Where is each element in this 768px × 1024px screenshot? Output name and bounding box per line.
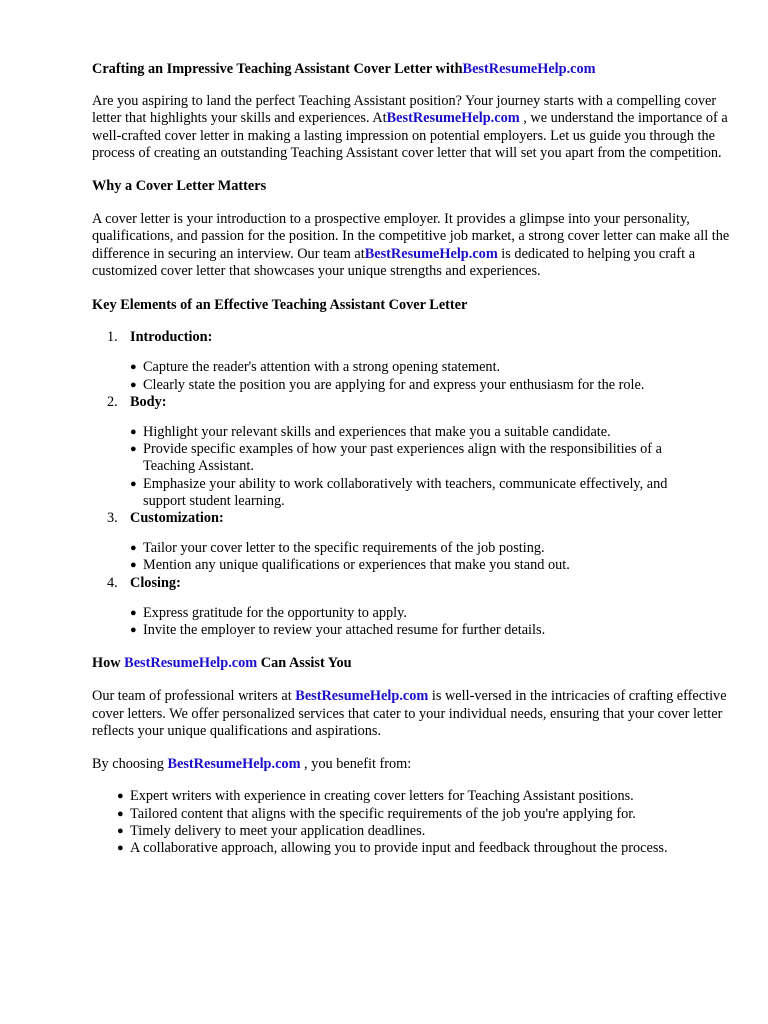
benefit-text: Tailored content that aligns with the specific requirements of the job you're applying for. <box>130 805 636 822</box>
item-bullet-list <box>130 424 690 510</box>
bullet-icon: ● <box>130 426 137 439</box>
bullet-item <box>130 377 690 394</box>
bullet-item <box>130 476 690 510</box>
benefit-item <box>117 788 717 805</box>
bullet-icon: ● <box>130 559 137 572</box>
item-number: 3. <box>107 510 118 527</box>
bullet-item <box>130 424 690 441</box>
item-title: Introduction: <box>130 329 213 346</box>
bullet-icon: ● <box>117 824 124 837</box>
bullet-text: Invite the employer to review your attached resume for further details. <box>143 622 546 639</box>
benefit-item <box>117 840 717 857</box>
how-paragraph-link[interactable]: BestResumeHelp.com <box>295 688 429 705</box>
how-heading-link[interactable]: BestResumeHelp.com <box>124 655 258 672</box>
bullet-text: Highlight your relevant skills and experiences that make you a suitable candidate. <box>143 424 611 441</box>
bullet-item <box>130 622 690 639</box>
bullet-text: Provide specific examples of how your past experiences align with the responsibilities of a Teaching Assistant. <box>143 441 662 475</box>
key-element-item <box>92 394 768 510</box>
intro-link[interactable]: BestResumeHelp.com <box>386 110 520 127</box>
benefit-item <box>117 823 717 840</box>
item-bullet-list <box>130 359 690 393</box>
bullet-item <box>130 605 690 622</box>
title-link[interactable]: BestResumeHelp.com <box>462 61 596 77</box>
key-elements-list <box>92 329 768 639</box>
bullet-icon: ● <box>130 542 137 555</box>
page-title: Crafting an Impressive Teaching Assistant Cover Letter withBestResumeHelp.com <box>92 61 596 77</box>
item-title: Body: <box>130 393 167 410</box>
bullet-icon: ● <box>130 624 137 637</box>
bullet-icon: ● <box>130 361 137 374</box>
bullet-icon: ● <box>117 841 124 854</box>
bullet-item <box>130 557 690 574</box>
bullet-item <box>130 540 690 557</box>
item-title: Closing: <box>130 574 181 591</box>
key-element-item <box>92 329 768 394</box>
item-number: 4. <box>107 574 118 591</box>
bullet-icon: ● <box>130 378 137 391</box>
bullet-text: Emphasize your ability to work collaboratively with teachers, communicate effectively, and support student learning. <box>143 475 668 509</box>
benefit-text: A collaborative approach, allowing you to provide input and feedback throughout the process. <box>130 839 668 856</box>
item-bullet-list <box>130 540 690 574</box>
why-link[interactable]: BestResumeHelp.com <box>364 245 498 262</box>
bullet-item <box>130 359 690 376</box>
bullet-text: Express gratitude for the opportunity to apply. <box>143 604 407 621</box>
benefits-intro: By choosing BestResumeHelp.com , you benefit from: <box>92 756 412 773</box>
bullet-icon: ● <box>130 477 137 490</box>
bullet-item <box>130 441 690 475</box>
item-bullet-list <box>130 605 690 639</box>
how-paragraph: Our team of professional writers at BestResumeHelp.com is well-versed in the intricacies of crafting effective cover letters. We offer personalized services that cater to your individual needs, ensuring that your cover letter reflects your unique qualifications and aspirations. <box>92 688 727 739</box>
key-elements-heading: Key Elements of an Effective Teaching Assistant Cover Letter <box>92 297 468 314</box>
bullet-icon: ● <box>130 606 137 619</box>
benefits-intro-link[interactable]: BestResumeHelp.com <box>167 756 301 773</box>
how-heading: How BestResumeHelp.com Can Assist You <box>92 655 352 672</box>
item-title: Customization: <box>130 510 224 527</box>
benefit-text: Expert writers with experience in creating cover letters for Teaching Assistant positions. <box>130 788 634 805</box>
key-element-item <box>92 510 768 575</box>
key-element-item <box>92 575 768 640</box>
bullet-icon: ● <box>117 790 124 803</box>
benefits-list <box>117 788 717 857</box>
item-number: 1. <box>107 329 118 346</box>
bullet-icon: ● <box>130 443 137 456</box>
bullet-text: Capture the reader's attention with a strong opening statement. <box>143 359 501 376</box>
why-paragraph: A cover letter is your introduction to a prospective employer. It provides a glimpse into your personality, qualifications, and passion for the position. In the competitive job market, a strong cover letter can make all the difference in securing an interview. Our team atBestResumeHelp.com is dedicated to helping you craft a customized cover letter that showcases your unique strengths and experiences. <box>92 211 730 279</box>
benefit-text: Timely delivery to meet your application deadlines. <box>130 822 426 839</box>
bullet-text: Clearly state the position you are applying for and express your enthusiasm for the role. <box>143 376 645 393</box>
benefit-item <box>117 806 717 823</box>
bullet-icon: ● <box>117 807 124 820</box>
bullet-text: Tailor your cover letter to the specific requirements of the job posting. <box>143 540 545 557</box>
why-heading: Why a Cover Letter Matters <box>92 178 267 195</box>
item-number: 2. <box>107 393 118 410</box>
intro-paragraph: Are you aspiring to land the perfect Teaching Assistant position? Your journey starts with a compelling cover letter that highlights your skills and experiences. AtBestResumeHelp.com , we understand the importance of a well-crafted cover letter in making a lasting impression on potential employers. Let us guide you through the process of creating an outstanding Teaching Assistant cover letter that will set you apart from the competition. <box>92 93 728 161</box>
bullet-text: Mention any unique qualifications or experiences that make you stand out. <box>143 557 570 574</box>
